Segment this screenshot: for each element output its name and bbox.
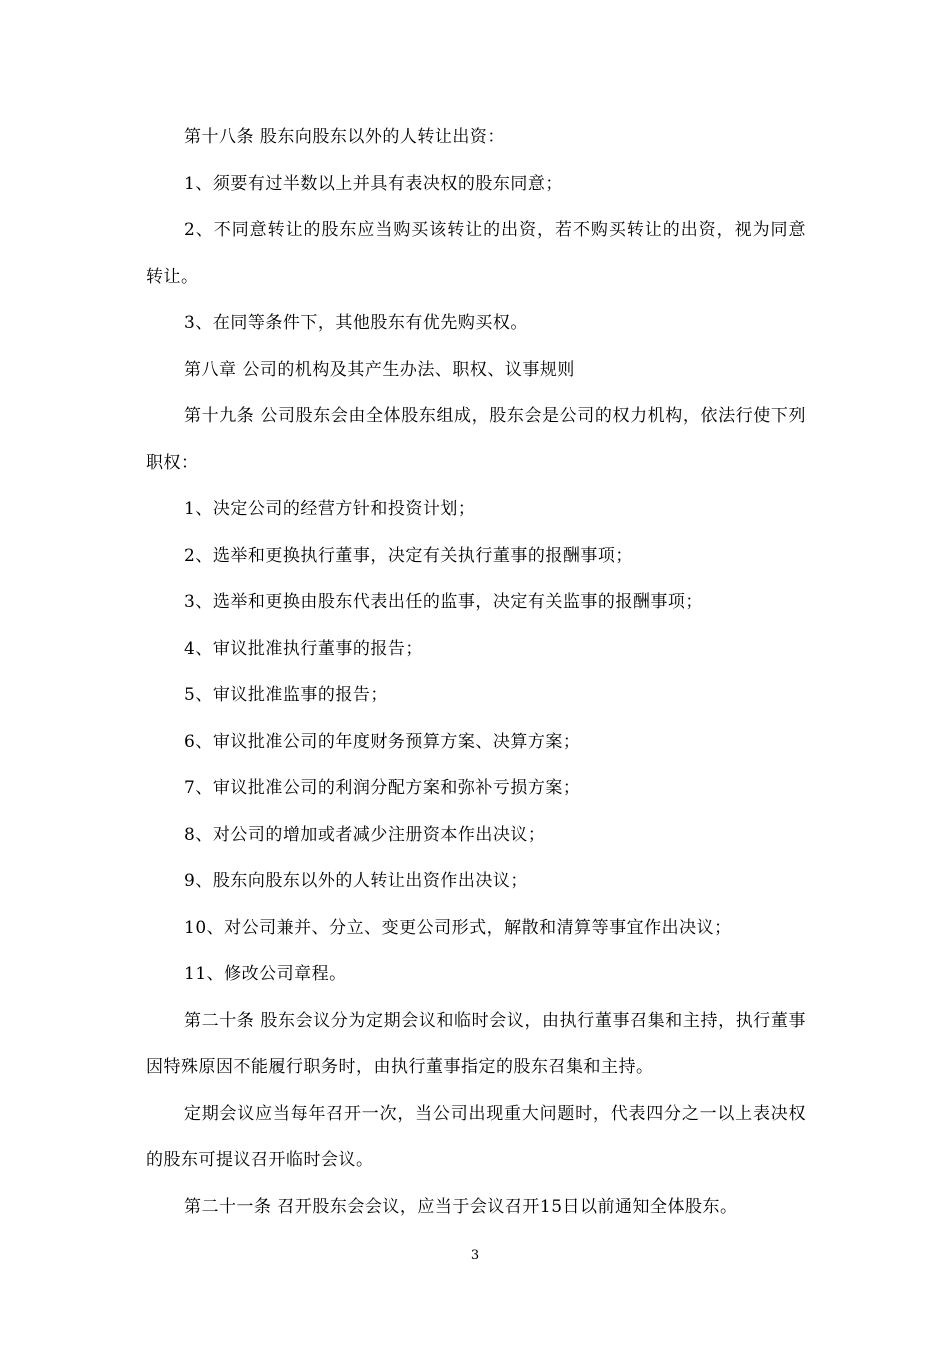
article-19-item-8: 8、对公司的增加或者减少注册资本作出决议； [184,824,546,845]
article-18-heading: 第十八条 股东向股东以外的人转让出资： [184,127,505,147]
article-19-item-9: 9、股东向股东以外的人转让出资作出决议； [184,871,528,891]
article-18-item-1: 1、须要有过半数以上并具有表决权的股东同意； [184,173,563,194]
document-body [146,114,806,1230]
page-number: 3 [470,1248,480,1263]
article-19-item-1: 1、决定公司的经营方针和投资计划； [184,499,476,519]
article-21-paragraph: 第二十一条 召开股东会会议，应当于会议召开15日以前通知全体股东。 [184,1196,738,1217]
article-18-item-2: 2、不同意转让的股东应当购买该转让的出资，若不购买转让的出资，视为同意转让。 [146,220,806,287]
article-19-heading: 第十九条 公司股东会由全体股东组成，股东会是公司的权力机构，依法行使下列职权： [146,406,806,473]
article-19-item-11: 11、修改公司章程。 [184,964,347,984]
article-19-item-2: 2、选举和更换执行董事，决定有关执行董事的报酬事项； [184,545,633,566]
article-19-item-7: 7、审议批准公司的利润分配方案和弥补亏损方案； [184,778,581,798]
article-20-paragraph-2: 定期会议应当每年召开一次，当公司出现重大问题时，代表四分之一以上表决权的股东可提议召开临时会议。 [146,1103,806,1170]
article-20-paragraph-1: 第二十条 股东会议分为定期会议和临时会议，由执行董事召集和主持，执行董事因特殊原因不能履行职务时，由执行董事指定的股东召集和主持。 [146,1010,806,1077]
article-19-item-10: 10、对公司兼并、分立、变更公司形式，解散和清算等事宜作出决议； [184,917,732,938]
article-19-item-3: 3、选举和更换由股东代表出任的监事，决定有关监事的报酬事项； [184,592,703,612]
article-19-item-4: 4、审议批准执行董事的报告； [184,638,423,659]
article-19-item-5: 5、审议批准监事的报告； [184,685,388,705]
chapter-8-heading: 第八章 公司的机构及其产生办法、职权、议事规则 [184,359,575,380]
article-19-item-6: 6、审议批准公司的年度财务预算方案、决算方案； [184,731,581,752]
article-18-item-3: 3、在同等条件下，其他股东有优先购买权。 [184,313,528,333]
